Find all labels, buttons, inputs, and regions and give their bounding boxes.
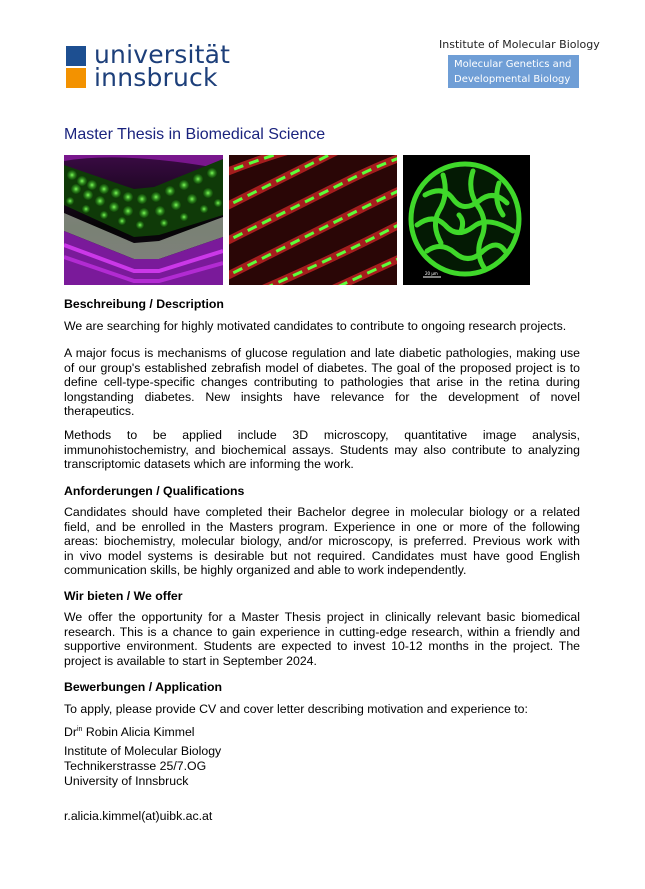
application-intro: To apply, please provide CV and cover letter describing motivation and experience to: [64, 702, 528, 716]
retina-microscopy-image [64, 155, 223, 285]
qualifications-paragraph [64, 505, 580, 578]
department-box [448, 55, 579, 88]
text-line: of our group's established zebrafish model of diabetes. The goal of the proposed project is to [64, 360, 580, 375]
description-paragraph-2 [64, 346, 580, 419]
description-heading: Beschreibung / Description [64, 297, 224, 311]
logo-orange-square [66, 68, 86, 88]
description-paragraph-3 [64, 428, 580, 472]
logo-blue-square [66, 46, 86, 66]
contact-title-superscript: in [76, 726, 83, 733]
address-line-2: Technikerstrasse 25/7.OG [64, 759, 207, 773]
contact-name [64, 723, 580, 740]
text-line: areas: biochemistry, molecular biology, and/or microscopy, is preferred. Previous work with [64, 534, 580, 549]
logo-text-line1: universität [94, 40, 231, 69]
department-line2: Developmental Biology [454, 74, 571, 85]
scale-bar-label: 20 µm [425, 271, 438, 276]
page-title: Master Thesis in Biomedical Science [64, 126, 326, 143]
text-line: longstanding diabetes. New insights have relevance for the development of novel [64, 389, 580, 404]
offer-heading: Wir bieten / We offer [64, 589, 183, 603]
text-line: We offer the opportunity for a Master Thesis project in clinically relevant basic biomedical [64, 610, 580, 624]
text-line: immunohistochemistry, and biochemical assays. Students may also contribute to analyzing [64, 442, 580, 457]
address-line-1: Institute of Molecular Biology [64, 744, 222, 758]
contact-title: Dr [64, 725, 77, 740]
text-line: Methods to be applied include 3D microscopy, quantitative image analysis, [64, 428, 580, 442]
text-line: define cell-type-specific changes contributing to pathologies that arise in the retina during [64, 375, 580, 390]
text-line: therapeutics. [64, 404, 135, 419]
text-line: communication skills, be highly organized and able to work independently. [64, 563, 467, 578]
application-heading: Bewerbungen / Application [64, 680, 223, 694]
contact-person: Robin Alicia Kimmel [82, 725, 195, 740]
address-line-3: University of Innsbruck [64, 774, 189, 788]
university-logo [66, 40, 266, 92]
logo-squares [66, 44, 86, 88]
text-line: in vivo model systems is desirable but not required. Candidates must have good English [64, 548, 580, 563]
text-line: Candidates should have completed their Bachelor degree in molecular biology or a related [64, 505, 580, 519]
logo-text-line2: innsbruck [94, 63, 218, 92]
text-line: A major focus is mechanisms of glucose regulation and late diabetic pathologies, making use [64, 346, 580, 360]
cell-microscopy-image [403, 155, 530, 285]
offer-paragraph [64, 610, 580, 668]
text-line: field, and be enrolled in the Masters program. Experience in one or more of the following [64, 519, 580, 534]
text-line: transcriptomic datasets which are informing the work. [64, 457, 354, 472]
text-line: project is available to start in September 2024. [64, 653, 317, 668]
contact-email[interactable]: r.alicia.kimmel(at)uibk.ac.at [64, 809, 213, 823]
department-line1: Molecular Genetics and [454, 59, 572, 70]
description-paragraph-1: We are searching for highly motivated candidates to contribute to ongoing research projects. [64, 319, 567, 333]
text-line: supportive environment. Students are expected to invest 10-12 months in the project. The [64, 639, 580, 654]
vessel-microscopy-image [229, 155, 397, 285]
text-line: research. This is a chance to gain experience in cutting-edge research, within a friendly and [64, 624, 580, 639]
institute-name: Institute of Molecular Biology [439, 38, 600, 51]
qualifications-heading: Anforderungen / Qualifications [64, 484, 245, 498]
